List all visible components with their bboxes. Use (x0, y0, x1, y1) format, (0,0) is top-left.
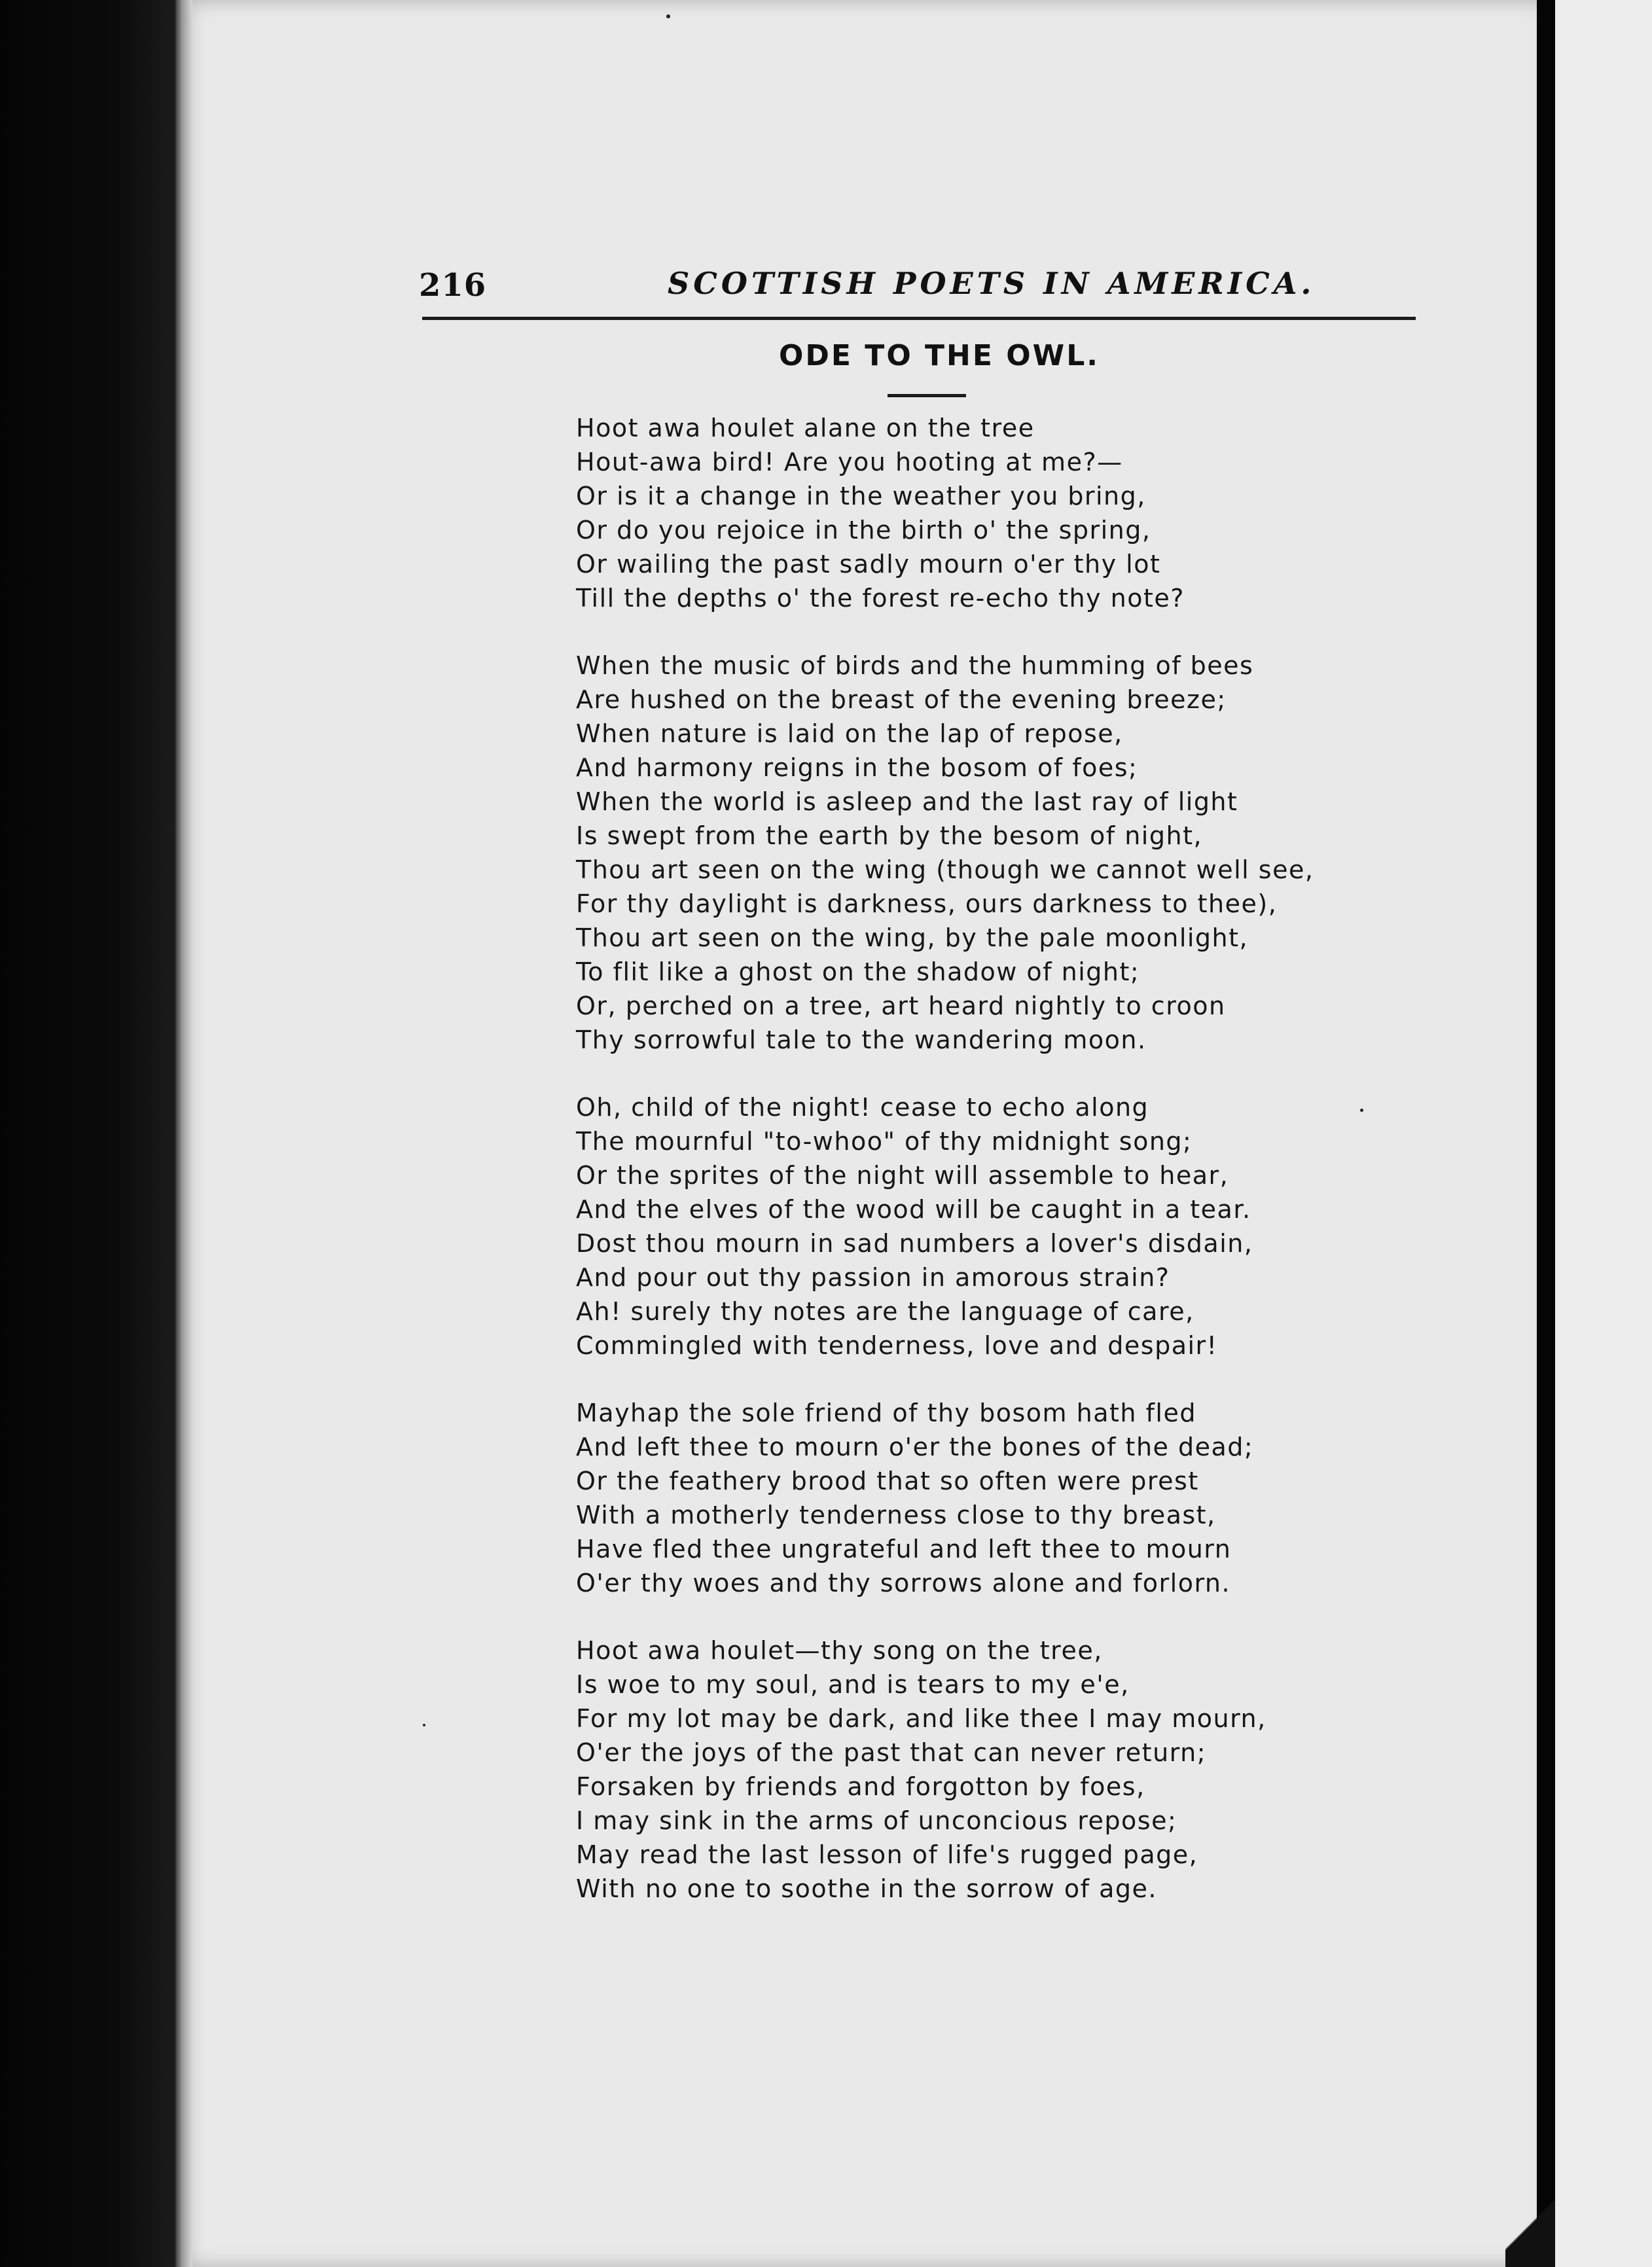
poem-line: O'er the joys of the past that can never return; (576, 1738, 1206, 1767)
stanza (576, 649, 1322, 1057)
poem-line: Forsaken by friends and forgotton by foes, (576, 1772, 1145, 1801)
poem-body (576, 411, 1322, 1939)
poem-line: For thy daylight is darkness, ours darkness to thee), (576, 889, 1278, 918)
book-spine-shadow (0, 0, 190, 2267)
poem-line: Hoot awa houlet alane on the tree (576, 414, 1035, 442)
stanza (576, 1396, 1322, 1600)
dust-speck (423, 1724, 425, 1726)
poem-line: The mournful "to-whoo" of thy midnight song; (576, 1127, 1193, 1156)
poem-line: With no one to soothe in the sorrow of age. (576, 1874, 1157, 1903)
poem-line: Or do you rejoice in the birth o' the spring, (576, 516, 1151, 544)
poem-line: Hout-awa bird! Are you hooting at me?— (576, 448, 1123, 476)
title-rule (888, 394, 966, 397)
poem-line: Oh, child of the night! cease to echo along (576, 1093, 1149, 1122)
poem-line: May read the last lesson of life's rugged page, (576, 1840, 1198, 1869)
poem-line: And harmony reigns in the bosom of foes; (576, 753, 1138, 782)
poem-line: When the world is asleep and the last ray of light (576, 787, 1238, 816)
poem-line: Till the depths o' the forest re-echo thy note? (576, 584, 1185, 613)
poem-line: Or is it a change in the weather you bring, (576, 482, 1146, 510)
poem-line: When the music of birds and the humming of bees (576, 651, 1254, 680)
poem-line: Thou art seen on the wing (though we cannot well see, (576, 855, 1314, 884)
poem-line: And pour out thy passion in amorous strain? (576, 1263, 1170, 1292)
poem-line: I may sink in the arms of unconcious repose; (576, 1806, 1177, 1835)
poem-line: Are hushed on the breast of the evening breeze; (576, 685, 1227, 714)
stanza (576, 1633, 1322, 1906)
facing-page-edge (1555, 0, 1652, 2267)
right-gutter-shadow (1537, 0, 1555, 2267)
poem-line: Hoot awa houlet—thy song on the tree, (576, 1636, 1103, 1665)
stanza (576, 1090, 1322, 1363)
poem-line: Dost thou mourn in sad numbers a lover's disdain, (576, 1229, 1253, 1258)
poem-line: Thou art seen on the wing, by the pale moonlight, (576, 923, 1249, 952)
header-rule (422, 317, 1416, 320)
poem-title: ODE TO THE OWL. (779, 339, 1100, 372)
dust-speck (1360, 1109, 1363, 1112)
poem-line: Is woe to my soul, and is tears to my e'e, (576, 1670, 1130, 1699)
poem-line: O'er thy woes and thy sorrows alone and forlorn. (576, 1569, 1231, 1598)
poem-line: Or wailing the past sadly mourn o'er thy lot (576, 550, 1161, 579)
poem-line: Mayhap the sole friend of thy bosom hath fled (576, 1399, 1196, 1427)
poem-line: When nature is laid on the lap of repose, (576, 719, 1123, 748)
poem-line: Or the sprites of the night will assemble to hear, (576, 1161, 1229, 1190)
poem-line: Have fled thee ungrateful and left thee to mourn (576, 1535, 1232, 1563)
poem-line: With a motherly tenderness close to thy breast, (576, 1501, 1216, 1529)
poem-line: Ah! surely thy notes are the language of care, (576, 1297, 1194, 1326)
page-corner-curl (1505, 2179, 1555, 2267)
page-number: 216 (419, 267, 487, 304)
running-title: SCOTTISH POETS IN AMERICA. (668, 266, 1316, 301)
page-header (419, 262, 1316, 314)
poem-line: And the elves of the wood will be caught in a tear. (576, 1195, 1251, 1224)
poem-line: And left thee to mourn o'er the bones of the dead; (576, 1433, 1254, 1461)
poem-line: To flit like a ghost on the shadow of night; (576, 957, 1140, 986)
page-gutter-edge (175, 0, 192, 2267)
dust-speck (666, 14, 670, 18)
poem-line: Is swept from the earth by the besom of night, (576, 821, 1203, 850)
stanza (576, 411, 1322, 615)
poem-line: Or the feathery brood that so often were prest (576, 1467, 1199, 1495)
poem-line: Or, perched on a tree, art heard nightly to croon (576, 991, 1226, 1020)
poem-line: For my lot may be dark, and like thee I may mourn, (576, 1704, 1266, 1733)
poem-line: Commingled with tenderness, love and despair! (576, 1331, 1218, 1360)
poem-line: Thy sorrowful tale to the wandering moon. (576, 1026, 1147, 1054)
